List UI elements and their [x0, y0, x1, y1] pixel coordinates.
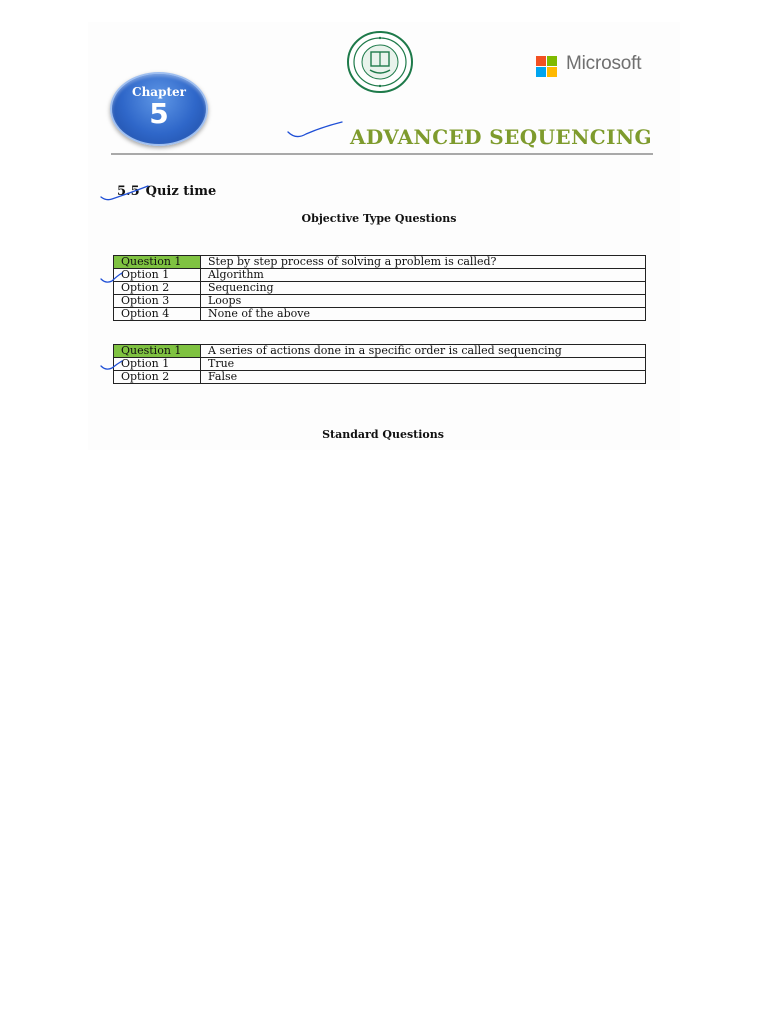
option-text: Algorithm — [201, 269, 646, 282]
question-text: A series of actions done in a specific order is called sequencing — [201, 345, 646, 358]
section-heading — [117, 184, 216, 199]
question-table-2 — [113, 344, 646, 384]
section-title: Quiz time — [145, 184, 217, 199]
option-row — [114, 282, 646, 295]
option-row — [114, 308, 646, 321]
section-number: 5.5 — [117, 184, 140, 199]
option-label: Option 1 — [114, 269, 201, 282]
cbse-seal-icon — [346, 30, 414, 94]
microsoft-wordmark: Microsoft — [566, 53, 642, 74]
option-row — [114, 295, 646, 308]
option-text: False — [201, 371, 646, 384]
option-text: None of the above — [201, 308, 646, 321]
option-row — [114, 358, 646, 371]
chapter-badge-label: Chapter — [132, 85, 186, 99]
microsoft-logo-icon — [536, 56, 557, 77]
chapter-title: ADVANCED SEQUENCING — [349, 125, 652, 149]
question-row — [114, 256, 646, 269]
standard-heading: Standard Questions — [322, 428, 444, 441]
option-text: Sequencing — [201, 282, 646, 295]
option-row — [114, 269, 646, 282]
chapter-badge-number: 5 — [149, 97, 169, 130]
objective-heading: Objective Type Questions — [301, 212, 457, 225]
option-text: Loops — [201, 295, 646, 308]
chapter-badge — [110, 72, 208, 146]
option-label: Option 2 — [114, 282, 201, 295]
question-label: Question 1 — [114, 256, 201, 269]
header-divider — [111, 153, 653, 155]
question-text: Step by step process of solving a problem is called? — [201, 256, 646, 269]
question-table-1 — [113, 255, 646, 321]
option-row — [114, 371, 646, 384]
option-text: True — [201, 358, 646, 371]
option-label: Option 1 — [114, 358, 201, 371]
option-label: Option 3 — [114, 295, 201, 308]
question-label: Question 1 — [114, 345, 201, 358]
option-label: Option 4 — [114, 308, 201, 321]
question-row — [114, 345, 646, 358]
option-label: Option 2 — [114, 371, 201, 384]
